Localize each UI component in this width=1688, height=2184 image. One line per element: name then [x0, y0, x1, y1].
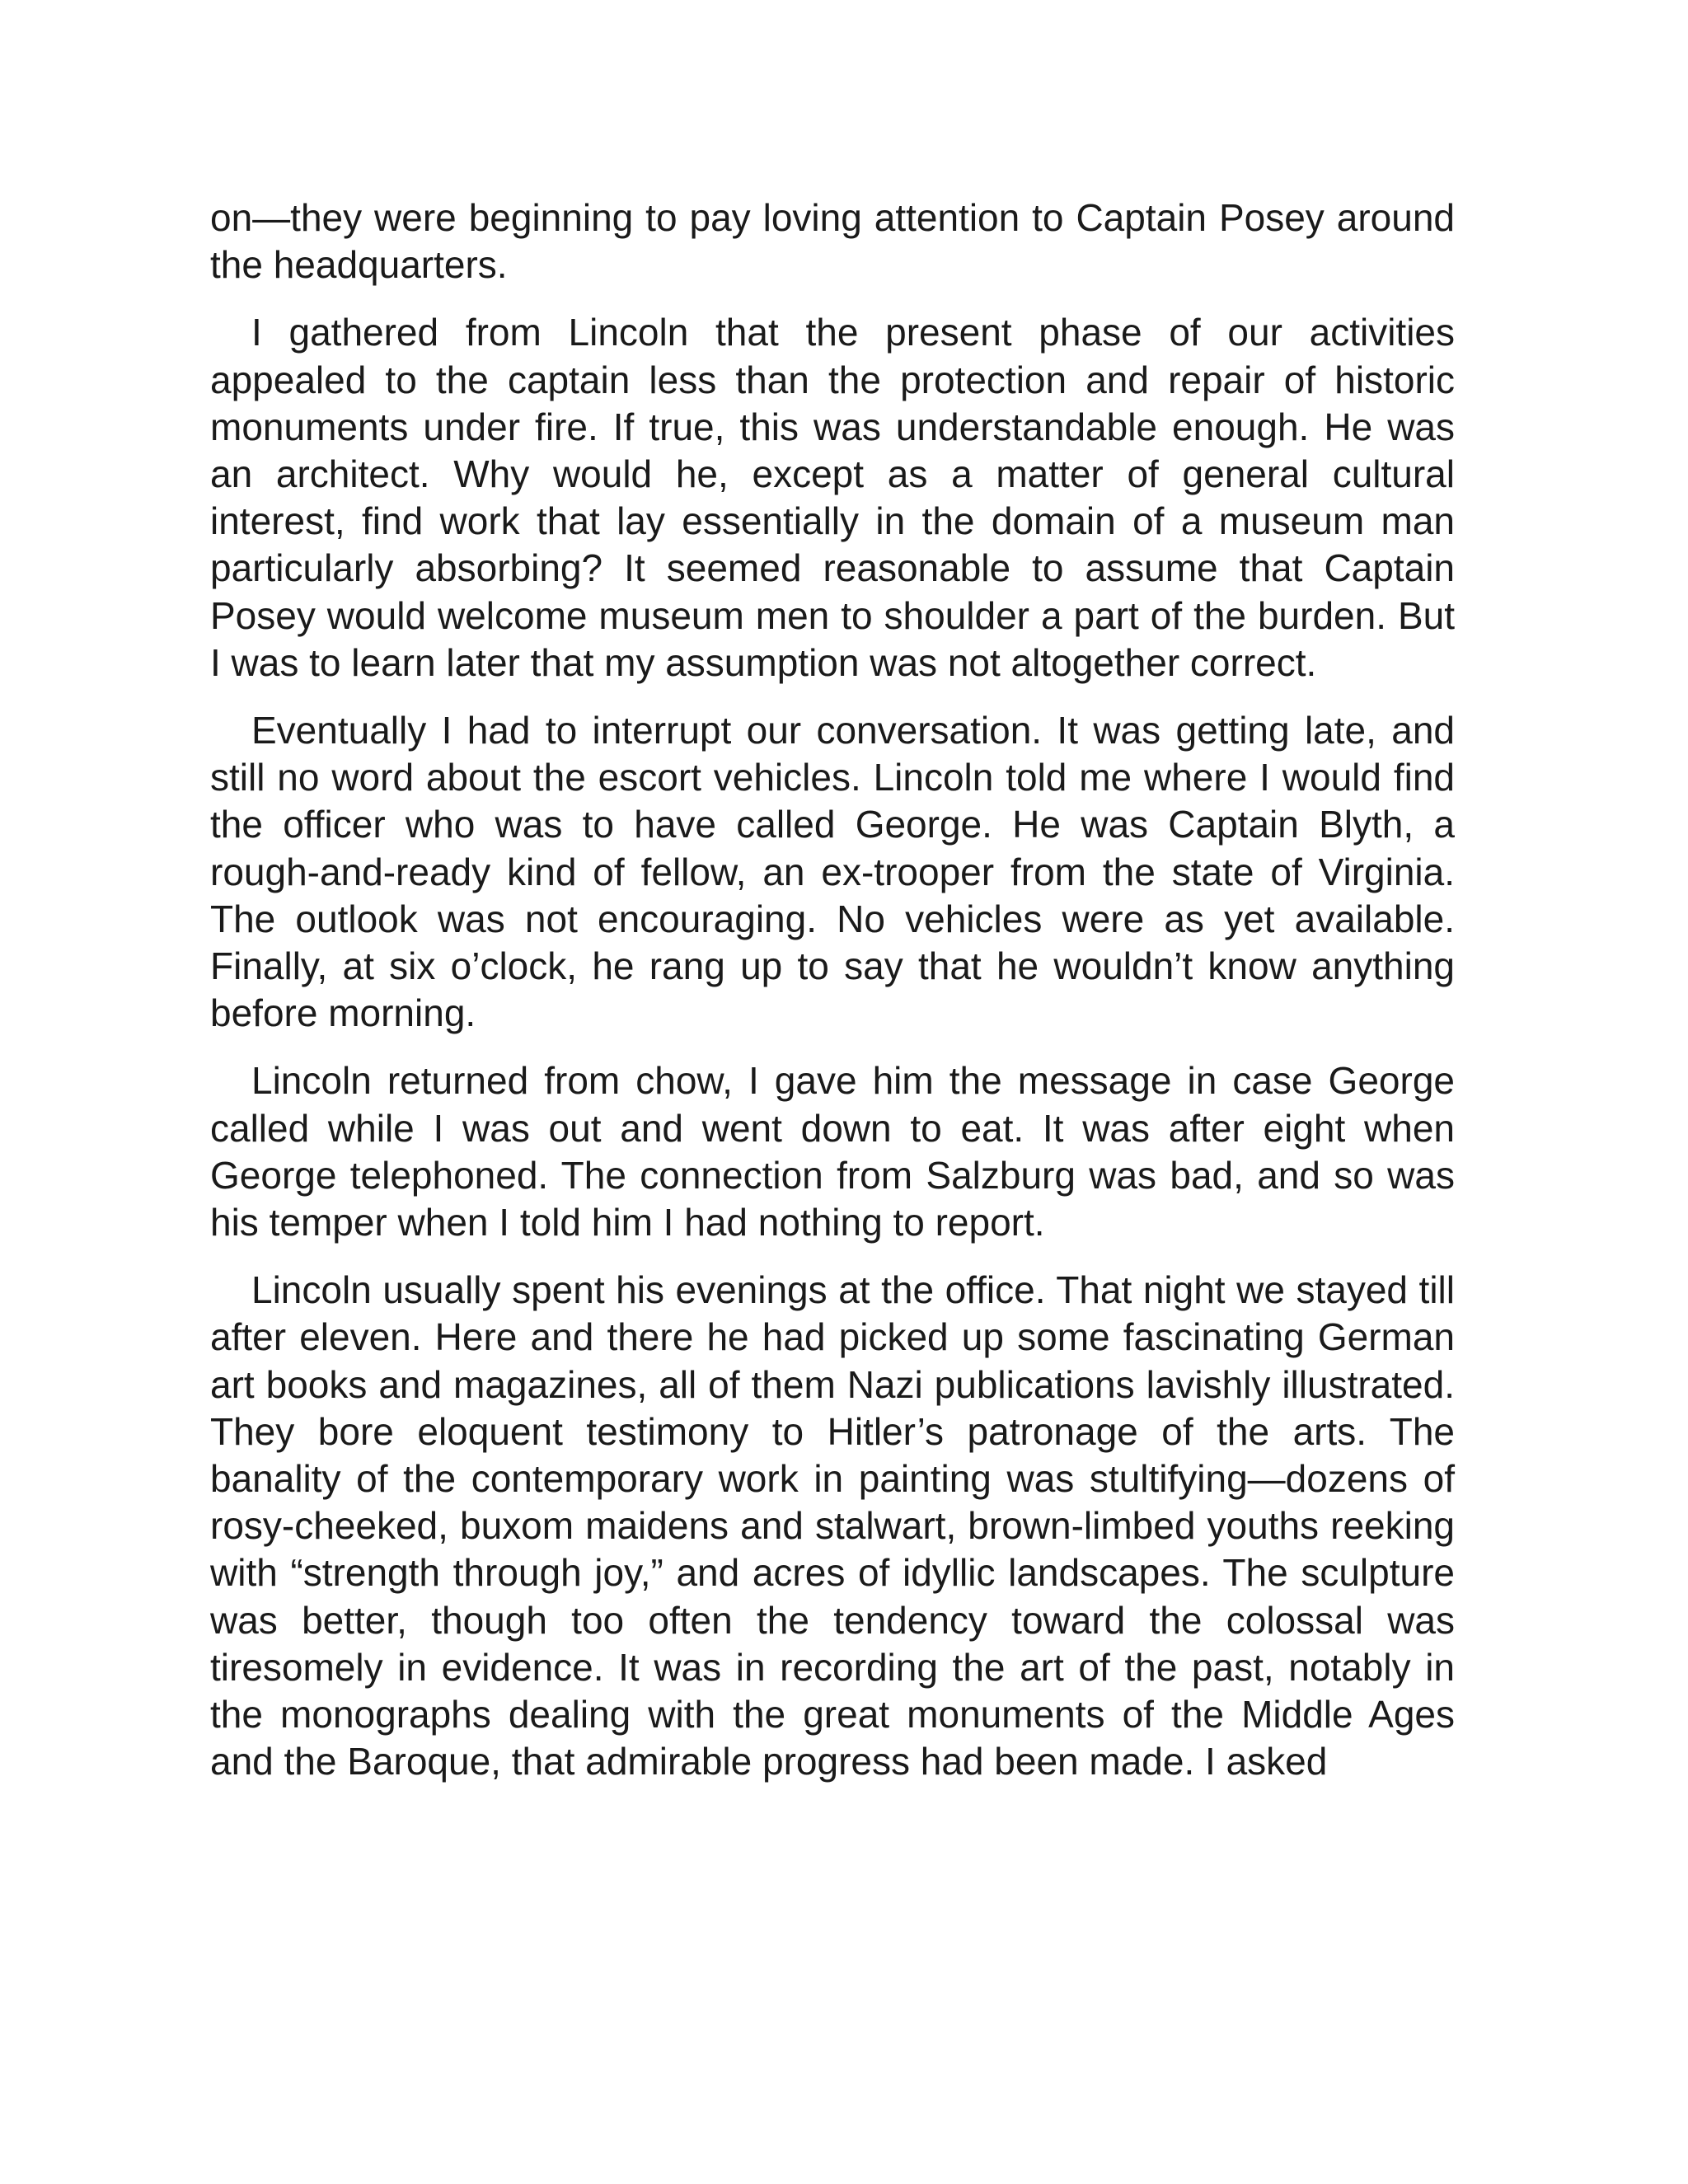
paragraph-george-call: Lincoln returned from chow, I gave him the message in case George called while I was out and went down to eat. It was after eight when George telephoned. The connection from Salzburg was bad, and so was his temper when I told him I had nothing to report.	[210, 1059, 1455, 1244]
paragraph-escort-vehicles: Eventually I had to interrupt our conversation. It was getting late, and still no word about the escort vehicles. Lincoln told me where I would find the officer who was to have called George. He was Captain Blyth, a rough-and-ready kind of fellow, an ex-trooper from the state of Virginia. The outlook was not encouraging. No vehicles were as yet available. Finally, at six o’clock, he rang up to say that he wouldn’t know anything before morning.	[210, 709, 1455, 1035]
paragraph-captain-posey: I gathered from Lincoln that the present phase of our activities appealed to the captain less than the protection and repair of historic monuments under fire. If true, this was understandable enough. He was an architect. Why would he, except as a matter of general cultural interest, find work that lay essentially in the domain of a museum man particularly absorbing? It seemed reasonable to assume that Captain Posey would welcome museum men to shoulder a part of the burden. But I was to learn later that my assumption was not altogether correct.	[210, 311, 1455, 684]
body-text	[210, 194, 1455, 1807]
paragraph-continued: on—they were beginning to pay loving attention to Captain Posey around the headquarters.	[210, 196, 1455, 287]
paragraph-art-books: Lincoln usually spent his evenings at the office. That night we stayed till after eleven. Here and there he had picked up some fascinating German art books and magazines, all of them Nazi publications lavishly illustrated. They bore eloquent testimony to Hitler’s patronage of the arts. The banality of the contemporary work in painting was stultifying—dozens of rosy-cheeked, buxom maidens and stalwart, brown-limbed youths reeking with “strength through joy,” and acres of idyllic landscapes. The sculpture was better, though too often the tendency toward the colossal was tiresomely in evidence. It was in recording the art of the past, notably in the monographs dealing with the great monuments of the Middle Ages and the Baroque, that admirable progress had been made. I asked	[210, 1268, 1455, 1783]
